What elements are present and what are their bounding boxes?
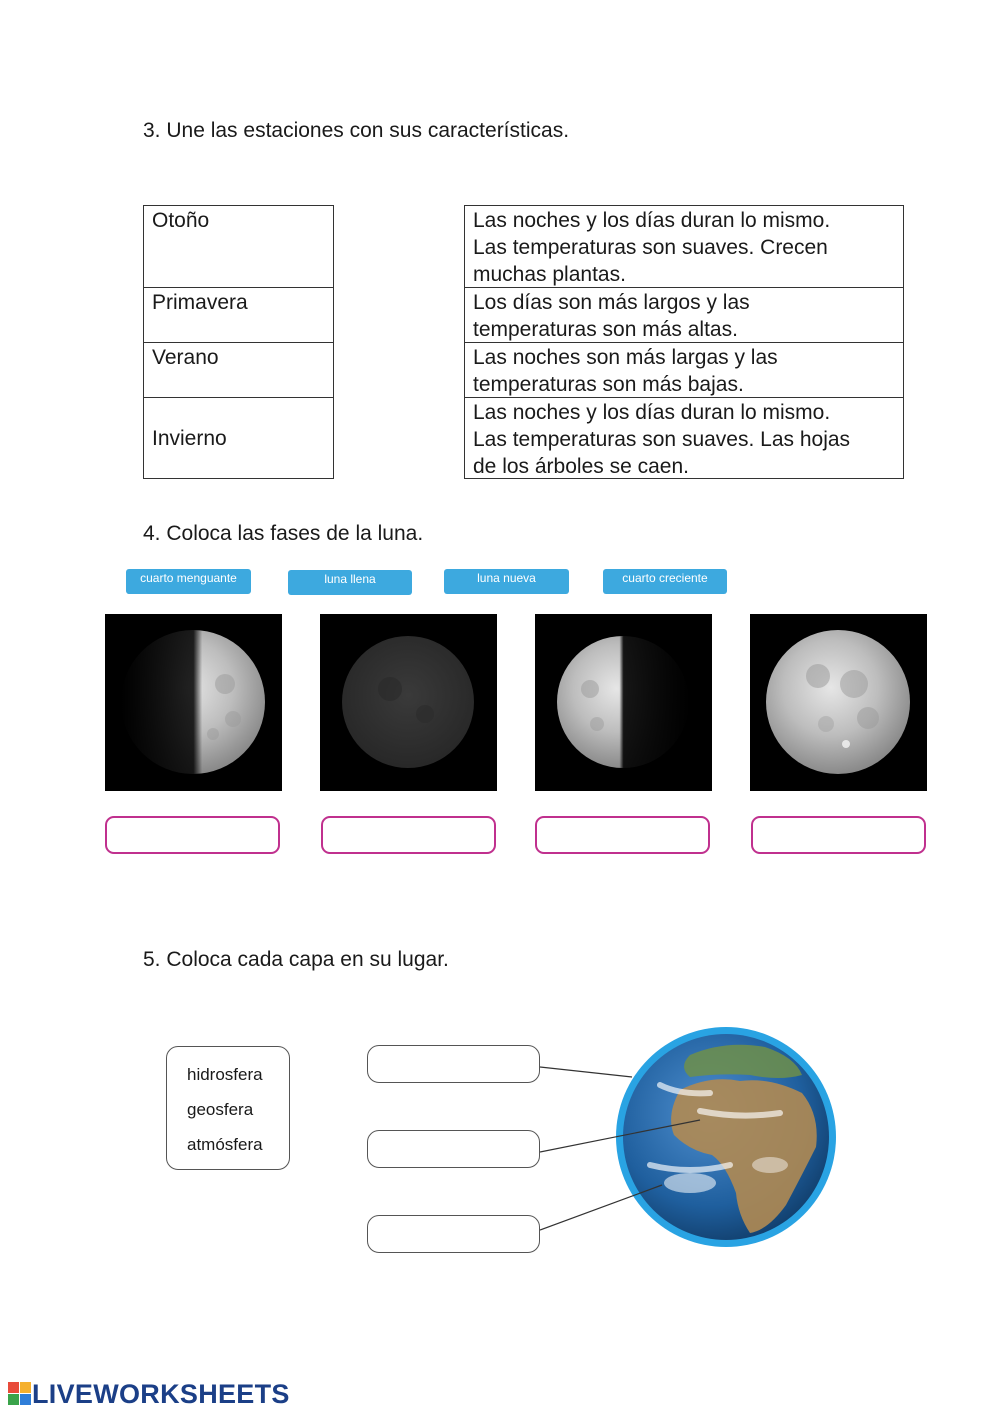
description-line: temperaturas son más altas. xyxy=(473,318,738,341)
description-line: Las noches son más largas y las xyxy=(473,346,778,369)
description-cell[interactable] xyxy=(465,206,903,288)
question-4-title: 4. Coloca las fases de la luna. xyxy=(143,522,424,545)
word-bank xyxy=(166,1046,290,1170)
season-cell[interactable]: Otoño xyxy=(152,209,210,232)
moon-answer-input[interactable] xyxy=(107,818,282,854)
moon-full-icon xyxy=(750,614,927,791)
liveworksheets-logo[interactable] xyxy=(8,1380,290,1408)
earth-diagram xyxy=(540,1015,850,1265)
season-cell[interactable] xyxy=(144,397,333,479)
word-geosfera[interactable]: geosfera xyxy=(187,1100,254,1119)
season-label: Invierno xyxy=(152,427,227,450)
moon-answer-2[interactable] xyxy=(321,816,496,854)
chip-cuarto-menguante[interactable]: cuarto menguante xyxy=(126,569,251,594)
word-hidrosfera[interactable]: hidrosfera xyxy=(187,1065,263,1084)
layer-slot-2[interactable] xyxy=(367,1130,540,1168)
moon-answer-1[interactable] xyxy=(105,816,280,854)
season-cell[interactable]: Primavera xyxy=(144,287,333,343)
description-line: temperaturas son más bajas. xyxy=(473,373,744,396)
moon-image-2 xyxy=(320,614,497,791)
description-line: de los árboles se caen. xyxy=(473,455,689,478)
moon-image-1 xyxy=(105,614,282,791)
description-line: Las temperaturas son suaves. Crecen xyxy=(473,236,828,259)
logo-text: LIVEWORKSHEETS xyxy=(32,1378,290,1409)
description-line: Las temperaturas son suaves. Las hojas xyxy=(473,428,851,451)
question-3-title: 3. Une las estaciones con sus características. xyxy=(143,119,570,142)
moon-answer-input[interactable] xyxy=(323,818,498,854)
layer-slot-1[interactable] xyxy=(367,1045,540,1083)
moon-half-lit-right-icon xyxy=(105,614,282,791)
layer-slot-3[interactable] xyxy=(367,1215,540,1253)
moon-answer-4[interactable] xyxy=(751,816,926,854)
layer-input[interactable] xyxy=(368,1216,543,1254)
layer-input[interactable] xyxy=(368,1046,543,1084)
layer-input[interactable] xyxy=(368,1131,543,1169)
descriptions-table xyxy=(464,205,904,479)
season-cell[interactable]: Verano xyxy=(144,342,333,398)
description-line: Las noches y los días duran lo mismo. xyxy=(473,209,831,232)
description-cell[interactable] xyxy=(465,397,903,479)
moon-image-4 xyxy=(750,614,927,791)
chip-luna-nueva[interactable]: luna nueva xyxy=(444,569,569,594)
description-cell[interactable] xyxy=(465,287,903,343)
description-cell[interactable] xyxy=(465,342,903,398)
chip-luna-llena[interactable]: luna llena xyxy=(288,570,412,595)
logo-blocks-icon xyxy=(8,1382,32,1406)
moon-answer-input[interactable] xyxy=(753,818,928,854)
moon-answer-input[interactable] xyxy=(537,818,712,854)
chip-cuarto-creciente[interactable]: cuarto creciente xyxy=(603,569,727,594)
moon-dark-icon xyxy=(320,614,497,791)
moon-half-lit-left-icon xyxy=(535,614,712,791)
description-line: muchas plantas. xyxy=(473,263,626,286)
seasons-table xyxy=(143,205,334,479)
word-atmosfera[interactable]: atmósfera xyxy=(187,1135,263,1154)
question-5-title: 5. Coloca cada capa en su lugar. xyxy=(143,948,449,971)
moon-answer-3[interactable] xyxy=(535,816,710,854)
description-line: Las noches y los días duran lo mismo. xyxy=(473,401,831,424)
description-line: Los días son más largos y las xyxy=(473,291,750,314)
moon-image-3 xyxy=(535,614,712,791)
